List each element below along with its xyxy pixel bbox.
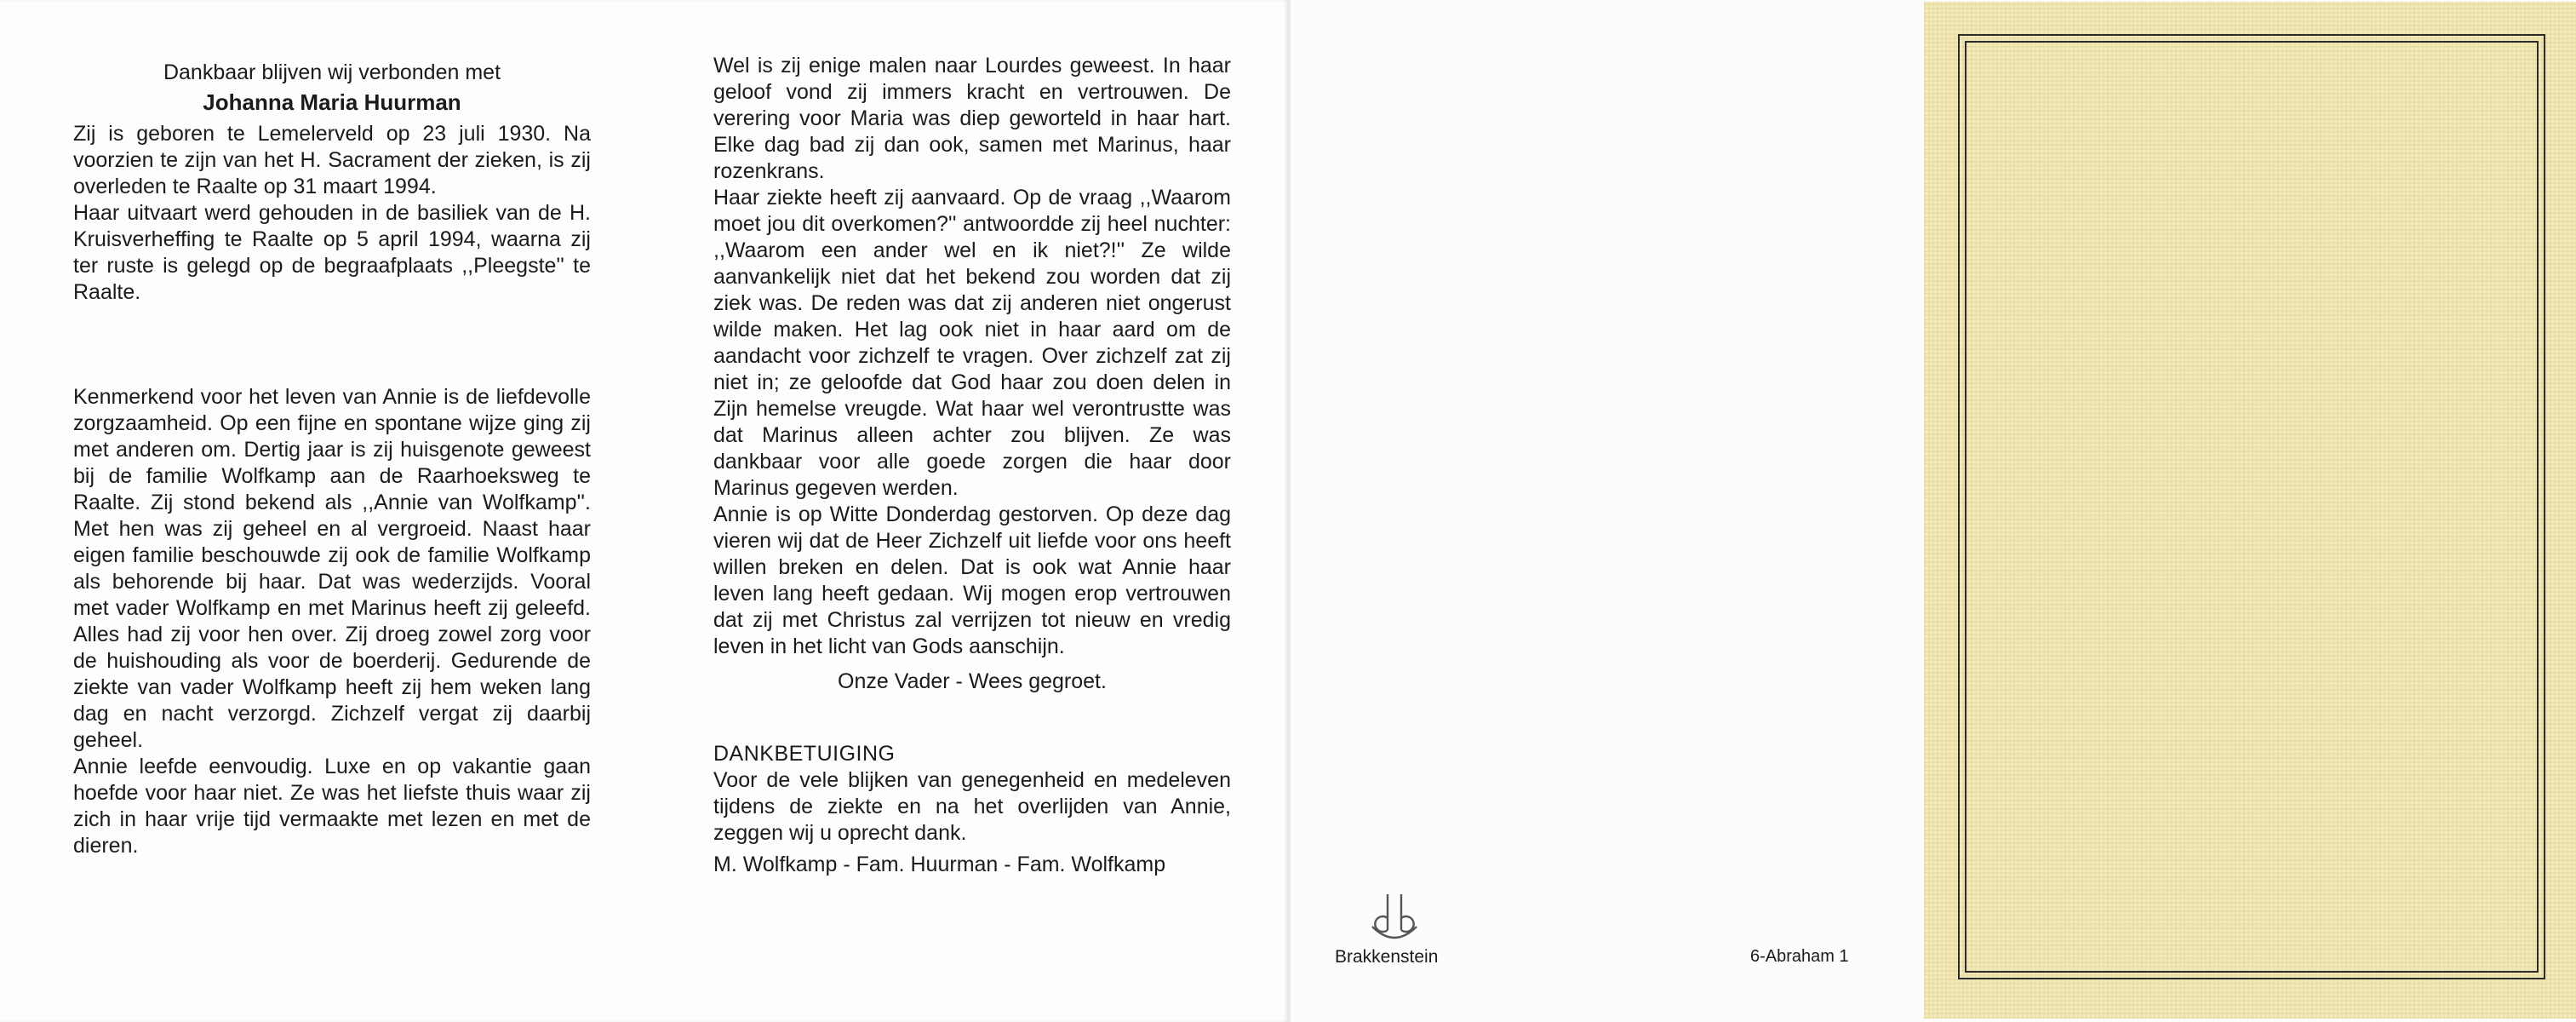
- funeral-paragraph: Haar uitvaart werd gehouden in de basiliek van de H. Kruisverheffing te Raalte op 5 april 1994, waarna zij ter ruste is gelegd op de begraafplaats ,,Pleegste'' te Raalte.: [73, 201, 591, 304]
- text-column-right: [713, 53, 1231, 878]
- text-column-left: [73, 60, 591, 859]
- faith-paragraph: Wel is zij enige malen naar Lourdes geweest. In haar geloof vond zij immers kracht en vertrouwen. De verering voor Maria was diep geworteld in haar hart. Elke dag bad zij dan ook, samen met Marinus, haar rozenkrans.: [713, 54, 1231, 183]
- birth-death-paragraph: Zij is geboren te Lemelerveld op 23 juli 1930. Na voorzien te zijn van het H. Sacrament der zieken, is zij overleden te Raalte op 31 maart 1994.: [73, 122, 591, 198]
- thanks-text: Voor de vele blijken van genegenheid en medeleven tijdens de ziekte en na het overlijden van Annie, zeggen wij u oprecht dank.: [713, 768, 1231, 845]
- opening-line: Dankbaar blijven wij verbonden met: [163, 60, 501, 84]
- right-card: [1291, 0, 2576, 1022]
- thanks-heading: DANKBETUIGING: [713, 742, 896, 766]
- illness-paragraph: Haar ziekte heeft zij aanvaard. Op de vraag ,,Waarom moet jou dit overkomen?'' antwoordde zij heel nuchter: ,,Waarom een ander wel en ik niet?!'' Ze wilde aanvankelijk niet dat het bekend zou worden dat zij ziek was. De reden was dat zij anderen niet ongerust wilde maken. Het lag ook niet in haar aard om de aandacht voor zichzelf te vragen. Over zichzelf zat zij niet in; ze geloofde dat God haar zou doen delen in Zijn hemelse vreugde. Wat haar wel verontrustte was dat Marinus alleen achter zou blijven. Ze was dankbaar voor alle goede zorgen die haar door Marinus gegeven werden.: [713, 186, 1231, 500]
- holy-thursday-paragraph: Annie is op Witte Donderdag gestorven. Op deze dag vieren wij dat de Heer Zichzelf uit liefde voor ons heeft willen breken en delen. Dat is ook wat Annie haar leven lang heeft gedaan. Wij mogen erop vertrouwen dat zij met Christus zal verrijzen tot nieuw en vredig leven in het licht van Gods aanschijn.: [713, 502, 1231, 658]
- publisher-label: Brakkenstein: [1335, 947, 1439, 967]
- prayer-line: Onze Vader - Wees gegroet.: [838, 669, 1107, 693]
- brakkenstein-monogram-icon: [1367, 893, 1422, 942]
- frame-inner-border: [1965, 41, 2539, 973]
- deceased-name: Johanna Maria Huurman: [203, 89, 461, 115]
- left-card: [0, 0, 1287, 1022]
- signatories: M. Wolfkamp - Fam. Huurman - Fam. Wolfkamp: [713, 853, 1166, 876]
- simple-life-paragraph: Annie leefde eenvoudig. Luxe en op vakantie gaan hoefde voor haar niet. Ze was het liefste thuis waar zij zich in haar vrije tijd vermaakte met lezen en met de dieren.: [73, 755, 591, 858]
- card-code: 6-Abraham 1: [1750, 947, 1849, 966]
- decorative-panel: [1924, 2, 2576, 1019]
- character-paragraph: Kenmerkend voor het leven van Annie is de liefdevolle zorgzaamheid. Op een fijne en spontane wijze ging zij met anderen om. Dertig jaar is zij huisgenote geweest bij de familie Wolfkamp aan de Raarhoeksweg te Raalte. Zij stond bekend als ,,Annie van Wolfkamp''. Met hen was zij geheel en al vergroeid. Naast haar eigen familie beschouwde zij ook de familie Wolfkamp als behorende bij haar. Dat was wederzijds. Vooral met vader Wolfkamp en met Marinus heeft zij geleefd. Alles had zij voor hen over. Zij droeg zowel zorg voor de huishouding als voor de boerderij. Gedurende de ziekte van vader Wolfkamp heeft zij hem weken lang dag en nacht verzorgd. Zichzelf vergat zij daarbij geheel.: [73, 385, 591, 752]
- spacer: [73, 306, 591, 384]
